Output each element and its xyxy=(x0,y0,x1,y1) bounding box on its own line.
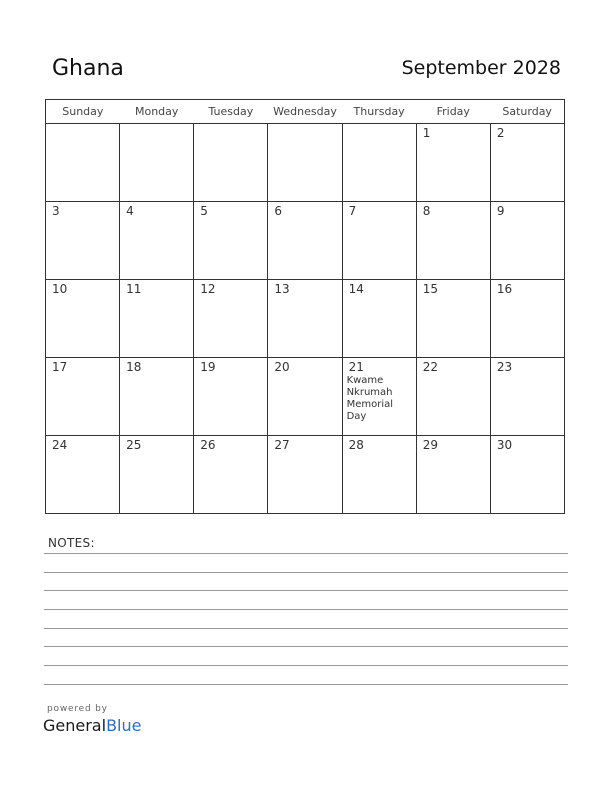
day-number xyxy=(268,124,341,126)
day-cell xyxy=(46,124,120,202)
day-cell xyxy=(194,358,268,436)
notes-label: NOTES: xyxy=(48,536,95,550)
week-row xyxy=(46,436,565,514)
day-number: 14 xyxy=(348,282,364,296)
weekday-thursday: Thursday xyxy=(342,100,416,124)
day-cell xyxy=(120,280,194,358)
note-line xyxy=(44,665,568,666)
day-number: 17 xyxy=(52,360,68,374)
day-number: 3 xyxy=(52,204,60,218)
day-number: 25 xyxy=(126,438,142,452)
day-cell xyxy=(416,436,490,514)
day-number: 28 xyxy=(348,438,364,452)
weekday-wednesday: Wednesday xyxy=(268,100,342,124)
day-cell xyxy=(46,202,120,280)
weekday-tuesday: Tuesday xyxy=(194,100,268,124)
day-number: 6 xyxy=(274,204,283,218)
day-cell xyxy=(490,202,564,280)
day-cell xyxy=(490,124,564,202)
day-cell xyxy=(120,436,194,514)
holiday-label: Kwame Nkrumah Memorial Day xyxy=(346,375,393,422)
day-cell xyxy=(416,124,490,202)
day-cell xyxy=(46,358,120,436)
day-number: 29 xyxy=(422,438,438,452)
generalblue-logo xyxy=(43,716,141,735)
day-cell xyxy=(342,436,416,514)
day-number: 18 xyxy=(126,360,142,374)
brand-general: General xyxy=(43,716,107,735)
day-cell xyxy=(120,202,194,280)
day-cell xyxy=(416,358,490,436)
day-number: 16 xyxy=(496,282,513,296)
day-number: 13 xyxy=(274,282,290,296)
day-cell xyxy=(120,358,194,436)
day-cell xyxy=(268,202,342,280)
week-row xyxy=(46,280,565,358)
country-title: Ghana xyxy=(52,56,124,81)
day-number xyxy=(343,124,416,126)
day-number xyxy=(46,124,119,126)
day-number: 21 xyxy=(348,360,364,374)
day-number: 19 xyxy=(200,360,216,374)
week-row xyxy=(46,124,565,202)
day-number: 8 xyxy=(422,204,431,218)
day-number: 27 xyxy=(274,438,290,452)
day-cell xyxy=(268,124,342,202)
day-number: 24 xyxy=(52,438,68,452)
note-line xyxy=(44,628,568,629)
day-number: 9 xyxy=(496,204,505,218)
day-cell-holiday xyxy=(342,358,416,436)
day-number: 30 xyxy=(496,438,513,452)
weekday-header-row xyxy=(46,100,565,124)
calendar-grid xyxy=(45,99,565,514)
day-cell xyxy=(194,436,268,514)
note-line xyxy=(44,609,568,610)
weekday-saturday: Saturday xyxy=(490,100,564,124)
day-cell xyxy=(120,124,194,202)
weekday-monday: Monday xyxy=(120,100,194,124)
note-line xyxy=(44,684,568,685)
week-row xyxy=(46,202,565,280)
day-cell xyxy=(268,280,342,358)
weekday-friday: Friday xyxy=(416,100,490,124)
day-cell xyxy=(342,124,416,202)
day-cell xyxy=(490,280,564,358)
day-cell xyxy=(194,202,268,280)
note-line xyxy=(44,572,568,573)
day-cell xyxy=(46,436,120,514)
note-line xyxy=(44,553,568,554)
weekday-sunday: Sunday xyxy=(46,100,120,124)
month-year-title: September 2028 xyxy=(401,57,561,79)
day-number: 1 xyxy=(422,126,431,140)
day-number: 22 xyxy=(422,360,438,374)
day-number: 15 xyxy=(422,282,438,296)
day-cell xyxy=(490,436,564,514)
day-number: 23 xyxy=(496,360,513,374)
day-cell xyxy=(416,202,490,280)
day-number xyxy=(194,124,267,126)
note-line xyxy=(44,646,568,647)
day-number: 12 xyxy=(200,282,216,296)
note-line xyxy=(44,590,568,591)
brand-blue: Blue xyxy=(106,716,142,735)
day-cell xyxy=(342,280,416,358)
day-number: 2 xyxy=(496,126,505,140)
day-cell xyxy=(268,436,342,514)
day-cell xyxy=(46,280,120,358)
day-cell xyxy=(194,280,268,358)
day-cell xyxy=(490,358,564,436)
day-number: 20 xyxy=(274,360,290,374)
day-number: 11 xyxy=(126,282,142,296)
day-cell xyxy=(268,358,342,436)
week-row xyxy=(46,358,565,436)
day-cell xyxy=(194,124,268,202)
day-cell xyxy=(416,280,490,358)
day-number: 26 xyxy=(200,438,216,452)
day-number xyxy=(120,124,193,126)
day-number: 5 xyxy=(200,204,208,218)
day-cell xyxy=(342,202,416,280)
day-number: 10 xyxy=(52,282,68,296)
powered-by-text: powered by xyxy=(47,704,108,714)
day-number: 7 xyxy=(348,204,357,218)
day-number: 4 xyxy=(126,204,134,218)
